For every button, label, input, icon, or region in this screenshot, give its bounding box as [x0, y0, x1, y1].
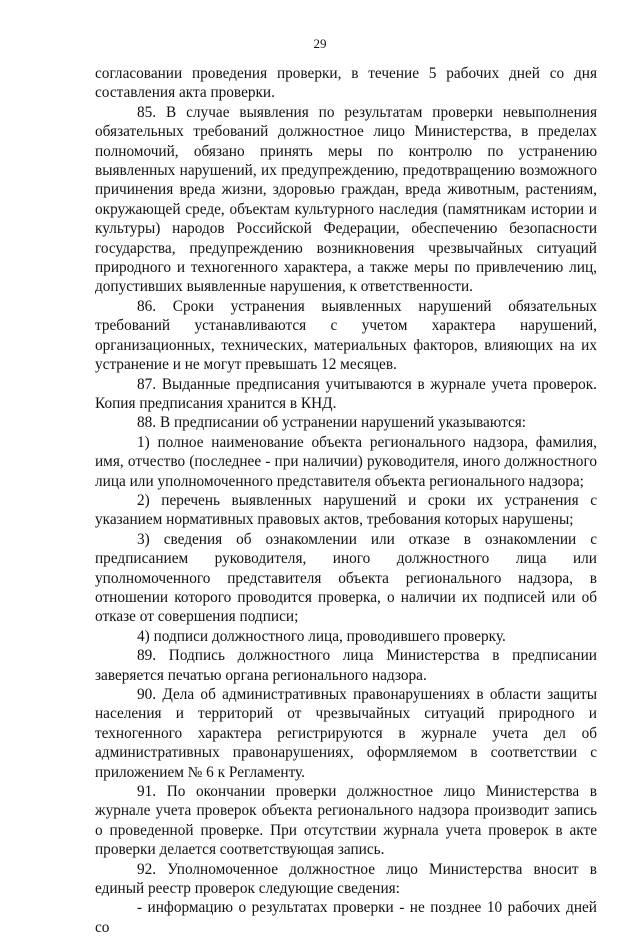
paragraph-91: 91. По окончании проверки должностное лицо Министерства в журнале учета проверок объекта регионального надзора производит запись о проведенной проверке. При отсутствии журнала учета проверок в акте проверки делается соответствующая запись. [95, 783, 597, 859]
paragraph-continuation: согласовании проведения проверки, в течение 5 рабочих дней со дня составления акта проверки. [95, 65, 597, 102]
paragraph-88-item-1: 1) полное наименование объекта регионального надзора, фамилия, имя, отчество (последнее - при наличии) руководителя, иного должностного лица или уполномоченного представителя объекта регионального надзора; [95, 433, 597, 490]
paragraph-85: 85. В случае выявления по результатам проверки невыполнения обязательных требований должностное лицо Министерства, в пределах полномочий, обязано принять меры по контролю по устранению выявленных нарушений, их предупреждению, предотвращению возможного причинения вреда жизни, здоровью граждан, вреда животным, растениям, окружающей среде, объектам культурного наследия (памятникам истории и культуры) народов Российской Федерации, обеспечению безопасности государства, предупреждению возникновения чрезвычайных ситуаций природного и техногенного характера, а также меры по привлечению лиц, допустивших выявленные нарушения, к ответственности. [95, 103, 597, 296]
paragraph-86: 86. Сроки устранения выявленных нарушений обязательных требований устанавливаются с учетом характера нарушений, организационных, технических, материальных факторов, влияющих на их устранение и не могут превышать 12 месяцев. [95, 297, 597, 374]
paragraph-92: 92. Уполномоченное должностное лицо Министерства вносит в единый реестр проверок следующие сведения: [95, 860, 597, 898]
paragraph-87: 87. Выданные предписания учитываются в журнале учета проверок. Копия предписания хранится в КНД. [95, 375, 597, 412]
paragraph-90: 90. Дела об административных правонарушениях в области защиты населения и территорий от чрезвычайных ситуаций природного и техногенного характера регистрируются в журнале учета дел об административных правонарушениях, оформляемом в соответствии с приложением № 6 к Регламенту. [95, 686, 597, 781]
page-number: 29 [313, 36, 327, 51]
paragraph-92-item-1: - информацию о результатах проверки - не позднее 10 рабочих дней со [95, 899, 597, 936]
paragraph-88-item-4: 4) подписи должностного лица, проводившего проверку. [137, 627, 506, 645]
paragraph-88-item-3: 3) сведения об ознакомлении или отказе в ознакомлении с предписанием руководителя, иного должностного лица или уполномоченного представителя объекта регионального надзора, в отношении которого проводится проверка, о наличии их подписей или об отказе от совершения подписи; [95, 530, 597, 626]
paragraph-88: 88. В предписании об устранении нарушений указываются: [137, 414, 527, 432]
paragraph-88-item-2: 2) перечень выявленных нарушений и сроки их устранения с указанием нормативных правовых актов, требования которых нарушены; [95, 491, 597, 529]
document-body [95, 64, 597, 937]
paragraph-89: 89. Подпись должностного лица Министерства в предписании заверяется печатью органа регионального надзора. [95, 647, 597, 684]
